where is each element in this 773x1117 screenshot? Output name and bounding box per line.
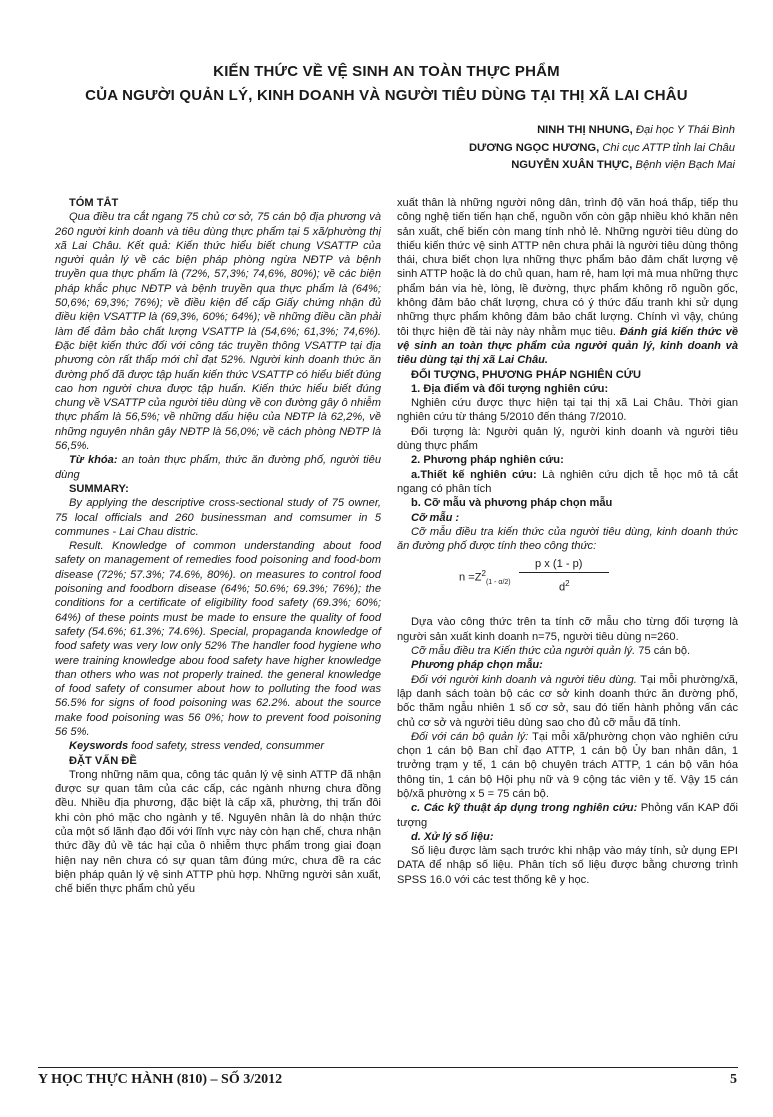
comau-manager-n: 75 cán bộ. (635, 645, 691, 658)
tomtat-heading: TÓM TẮT (69, 197, 119, 209)
tukhoa-label: Từ khóa: (69, 454, 118, 467)
section-2-heading: 2. Phương pháp nghiên cứu: (411, 454, 564, 467)
intro-objective: Đánh giá kiến thức về vệ sinh an toàn thực phẩm của người quản lý, kinh doanh và tiêu dùng tại thị xã Lai Châu. (397, 325, 738, 367)
author-name: DƯƠNG NGỌC HƯƠNG, (468, 141, 600, 154)
sample-size-formula (397, 555, 738, 611)
datvande-heading: ĐẶT VẤN ĐỀ (69, 754, 137, 767)
intro-text: xuất thân là những người nông dân, trình độ văn hoá thấp, tiếp thu công nghệ tiến tiến hạn chế, nguồn vốn còn gặp nhiều khó khăn nên sản xuất, chế biến còn mang tính nhỏ lẻ. Những người tiêu dùng do thiếu kiến thức vệ sinh ATTP nên chưa phải là người tiêu dùng thông thái, chưa biết chọn lựa những thực phẩm bảo đảm chất lượng vệ sinh ATTP hoặc là do chủ quan, ham rẻ, ham lợi mà mua những thực phẩm bán via hè, lòng, lề đường, thực phẩm không rõ nguồn gốc, không đảm bảo chất lượng, chưa có ý thức đấu tranh khi sử dụng những thực phẩm không đảm bảo chất lượng. Chính vì vậy, chúng tôi thực hiện đề tài này này nhằm mục tiêu. (397, 197, 738, 338)
article-title-line1: KIẾN THỨC VỀ VỆ SINH AN TOÀN THỰC PHẨM (213, 63, 560, 80)
formula-den-exponent: 2 (565, 579, 570, 589)
summary-heading: SUMMARY: (69, 482, 129, 495)
section-2c (397, 801, 738, 830)
keywords-text: food safety, stress vended, consummer (128, 740, 325, 753)
section-2c-text: Phỏng vấn KAP đối tượng (397, 802, 738, 829)
author-3 (469, 157, 735, 175)
journal-footer: Y HỌC THỰC HÀNH (810) – SỐ 3/2012 (38, 1072, 283, 1087)
datvande-body: Trong những năm qua, công tác quản lý vệ sinh ATTP đã nhận được sự quan tâm của các cấp, các ngành nhưng chưa đồng đều. Nhiều địa phương, đặc biệt là cấp xã, phường, thị trấn đôi khi còn phó mặc cho ngành y tế. Nguyên nhân là do nhận thức của một số lãnh đạo đối với lĩnh vực này còn hạn chế, chưa nhận thức đầy đủ về tác hại của ô nhiễm thực phẩm trong giai đoạn hiện nay nên chưa có sự quan tâm đúng mức, chưa đề ra các biện pháp quản lý vệ sinh ATTP phù hợp. Những người sản xuất, chế biến thực phẩm chủ yếu (55, 768, 381, 896)
section-2b-heading: b. Cỡ mẫu và phương pháp chọn mẫu (411, 497, 613, 510)
section-2d-heading: d. Xử lý số liệu: (411, 830, 494, 843)
section-2a (397, 468, 738, 497)
section-1-location: Nghiên cứu được thực hiện tại tại thị xã Lai Châu. Thời gian nghiên cứu từ tháng 5/2010 đến tháng 7/2010. (397, 397, 738, 424)
intro-paragraph (397, 196, 738, 368)
author-affiliation: Chi cục ATTP tỉnh lai Châu (602, 141, 735, 154)
section-2c-label: c. Các kỹ thuật áp dụng trong nghiên cứu: (411, 802, 638, 815)
formula-fraction-bar (519, 572, 609, 573)
tukhoa-text: an toàn thực phẩm, thức ăn đường phố, người tiêu dùng (55, 454, 381, 481)
ppchon-business-text: Tại mỗi phường/xã, lập danh sách toàn bộ các cơ sở kinh doanh thức ăn đường phố, bốc thăm ngẫu nhiên 1 số cơ sở, sau đó tiến hành phỏng vấn các chủ cơ sở và người tiêu dùng sao cho đủ cỡ mẫu đã tính. (397, 673, 738, 729)
section-1-subjects: Đối tượng là: Người quản lý, người kinh doanh và người tiêu dùng thực phẩm (397, 425, 738, 453)
ppchon-manager (397, 730, 738, 801)
section-2a-label: a.Thiết kế nghiên cứu: (411, 468, 537, 481)
page-number: 5 (730, 1072, 737, 1087)
formula-den-text: d (559, 582, 566, 595)
doituong-heading: ĐỐI TƯỢNG, PHƯƠNG PHÁP NGHIÊN CỨU (411, 368, 642, 381)
ppchon-manager-label: Đối với cán bộ quản lý: (411, 730, 529, 743)
right-column (397, 196, 738, 887)
summary-intro: By applying the descriptive cross-sectional study of 75 owner, 75 local officials and 260 businessman and comsumer in 5 communes - Lai Chau distric. (55, 497, 381, 538)
footer-divider (38, 1067, 738, 1068)
author-affiliation: Bệnh viện Bạch Mai (635, 159, 735, 171)
keywords-paragraph (55, 739, 381, 753)
formula-lhs (459, 567, 511, 590)
formula-subscript: (1 - α/2) (485, 579, 511, 587)
comau-manager-label: Cỡ mẫu điều tra Kiến thức của người quản lý. (411, 645, 636, 658)
tukhoa-paragraph (55, 453, 381, 482)
summary-result: Result. Knowledge of common understanding about food safety on management of remedies food poisoning and food-bom disease (72%; 57.3%; 74.6%, 80%). on measures to control food poisoning and foodborn disease (64%; 50.6%; 69.3%; 76%); the conditions for a certificate of eligibility food safety (69.3%; 60%; 64%) of these points must be made to ensure the quality of food safety (54.6%; 61.3%; 74.6%). Special, propaganda knowledge of food safety was very low only 52% The handler food hygiene who were training knowledge abou food safety have higher knowledge than others who was not properly trained. the general knowledge of food safety of consumer about how to polluting the food was 56.5% for signs of food poisoning was 62.2%. about the source make food poisoning was 56 0%; how to prevent food poisoning 56 5%. (55, 540, 381, 738)
formula-lhs-text: n =Z (459, 572, 482, 585)
author-name: NINH THỊ NHUNG, (537, 124, 633, 136)
article-title-line2: CỦA NGƯỜI QUẢN LÝ, KINH DOANH VÀ NGƯỜI TIÊU DÙNG TẠI THỊ XÃ LAI CHÂU (85, 87, 688, 104)
tomtat-body: Qua điều tra cắt ngang 75 chủ cơ sở, 75 cán bộ địa phương và 260 người kinh doanh và tiêu dùng thực phẩm tại 5 xã/phường thị xã Lai Châu. Kết quả: Kiến thức hiểu biết chung VSATTP của người quản lý về các biện pháp phòng ngừa NĐTP và bệnh truyền qua thực phẩm là (72%, 57,3%; 74,6%, 80%); về các biện pháp khắc phục NĐTP và bệnh truyền qua thực phẩm là (64%; 50,6%; 69,3%; 76%); về điều kiện để cấp Giấy chứng nhận đủ điều kiện VSATTP là (69,3%, 60%; 64%); về những điều cần phải làm để đảm bảo chất lượng VSATTP là (54,6%; 61,3%; 74,6%). Đặc biệt kiến thức đối với công tác truyền thông VSATTP tại địa phương còn rất thấp mới chỉ đạt 52%. Người kinh doanh thức ăn đường phố đã được tập huấn kiến thức VSATTP có hiểu biết đúng cao hơn người chưa được tập huấn. Kiến thức hiểu biết đúng chung về VSATTP của người tiêu dùng về con đường gây ô nhiễm thực phẩm là 56,5%; về những dấu hiệu của NĐTP là 62,2%, về những nguyên nhân gây NĐTP là 56,0%; về cách phòng NĐTP là 56,5%. (55, 211, 381, 453)
formula-denominator (559, 577, 570, 595)
author-block (469, 122, 735, 175)
formula-numerator: p x (1 - p) (535, 558, 583, 571)
ppchon-business-label: Đối với người kinh doanh và người tiêu dùng. (411, 673, 637, 686)
section-2d-text: Số liệu được làm sạch trước khi nhập vào máy tính, sử dụng EPI DATA để nhập số liệu. Phân tích số liệu được bằng chương trình SPSS 16.0 với các test thống kê y học. (397, 845, 738, 886)
comau-text: Cỡ mẫu điều tra kiến thức của người tiêu dùng, kinh doanh thức ăn đường phố được tính theo công thức: (397, 525, 738, 553)
keywords-label: Keyswords (69, 740, 129, 753)
ppchon-manager-text: Tại mỗi xã/phường chọn vào nghiên cứu chọn 1 cán bộ Ban chỉ đạo ATTP, 1 cán bộ Ủy ban nhân dân, 1 trưởng trạm y tế, 1 cán bộ chuyên trách ATTP, 1 cán bộ văn hóa thông tin, 1 cán bộ Hội phụ nữ và 9 cộng tác viên y tế. Vậy 15 cán bộ/xã phường x 5 = 75 cán bộ. (397, 730, 738, 800)
comau-manager (397, 644, 738, 658)
author-2 (469, 140, 735, 158)
author-1 (469, 122, 735, 140)
author-affiliation: Đại học Y Thái Bình (635, 124, 735, 136)
section-1-heading: 1. Địa điểm và đối tượng nghiên cứu: (411, 382, 609, 395)
author-name: NGUYỄN XUÂN THỰC, (511, 159, 633, 171)
ppchon-heading: Phương pháp chọn mẫu: (411, 659, 543, 672)
ppchon-business (397, 673, 738, 730)
left-column (55, 196, 381, 897)
section-2a-text: Là nghiên cứu dịch tễ học mô tả cắt ngang có phân tích (397, 468, 738, 495)
formula-exponent: 2 (481, 569, 486, 579)
comau-result: Dựa vào công thức trên ta tính cỡ mẫu cho từng đối tượng là người sản xuất kinh doanh n=75, người tiêu dùng n=260. (397, 616, 738, 643)
comau-label: Cỡ mẫu : (411, 511, 460, 524)
